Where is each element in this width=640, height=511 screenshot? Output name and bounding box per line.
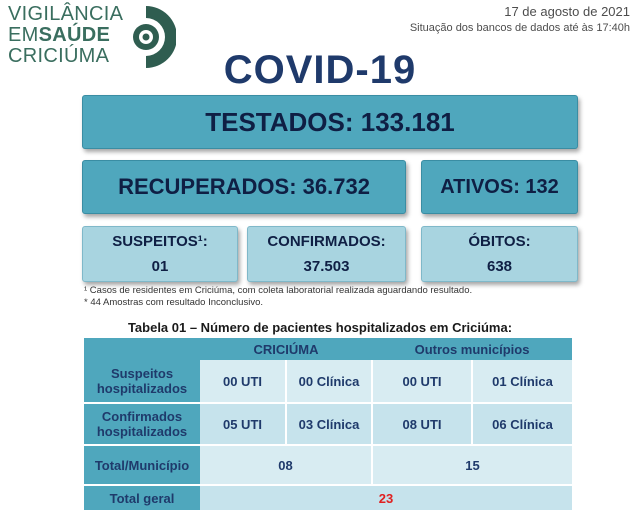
- row-label-suspeitos: Suspeitos hospitalizados: [84, 360, 200, 403]
- logo-line-2b: SAÚDE: [38, 24, 111, 46]
- table-row: [84, 445, 572, 485]
- report-date: [410, 4, 630, 34]
- testados-box: [82, 95, 578, 149]
- obitos-label: ÓBITOS:: [468, 233, 531, 250]
- footnotes: [84, 285, 472, 309]
- header-outros: Outros municípios: [372, 338, 572, 360]
- confirmados-box: [247, 226, 406, 282]
- cell-total-outros: 15: [372, 445, 572, 485]
- cell-suspeitos-outros-clinica: 01 Clínica: [472, 360, 572, 403]
- cell-total-criciuma: 08: [200, 445, 372, 485]
- row-label-total-geral: Total geral: [84, 485, 200, 510]
- header-criciuma: CRICIÚMA: [200, 338, 372, 360]
- recuperados-box: [82, 160, 406, 214]
- cell-suspeitos-outros-uti: 00 UTI: [372, 360, 472, 403]
- recuperados-text: RECUPERADOS: 36.732: [118, 174, 370, 199]
- ativos-text: ATIVOS: 132: [440, 175, 559, 198]
- table-row: [84, 360, 572, 403]
- suspeitos-box: [82, 226, 238, 282]
- table-row: [84, 485, 572, 510]
- obitos-box: [421, 226, 578, 282]
- cell-confirmados-criciuma-uti: 05 UTI: [200, 403, 286, 445]
- logo-line-1: VIGILÂNCIA: [8, 3, 124, 25]
- footnote-1: ¹ Casos de residentes em Criciúma, com coleta laboratorial realizada aguardando resultado.: [84, 285, 473, 296]
- testados-text: TESTADOS: 133.181: [205, 106, 455, 137]
- date-line: 17 de agosto de 2021: [504, 4, 630, 19]
- table-header-row: [84, 338, 572, 360]
- logo-line-3: CRICIÚMA: [8, 45, 110, 67]
- cell-suspeitos-criciuma-clinica: 00 Clínica: [286, 360, 372, 403]
- cell-total-geral: 23: [200, 485, 572, 510]
- hospitalizados-table: [84, 338, 572, 510]
- page-title: COVID-19: [223, 48, 417, 92]
- cell-suspeitos-criciuma-uti: 00 UTI: [200, 360, 286, 403]
- footnote-2: * 44 Amostras com resultado Inconclusivo.: [84, 297, 264, 308]
- cell-confirmados-outros-uti: 08 UTI: [372, 403, 472, 445]
- header-empty: [84, 338, 200, 360]
- database-status: Situação dos bancos de dados até às 17:40h: [409, 22, 630, 34]
- table-title: Tabela 01 – Número de pacientes hospitalizados em Criciúma:: [127, 320, 513, 335]
- suspeitos-value: 01: [151, 258, 169, 275]
- table-row: [84, 403, 572, 445]
- obitos-value: 638: [486, 258, 513, 275]
- cell-confirmados-outros-clinica: 06 Clínica: [472, 403, 572, 445]
- row-label-confirmados: Confirmados hospitalizados: [84, 403, 200, 445]
- logo-line-2a: EM: [8, 24, 39, 46]
- confirmados-label: CONFIRMADOS:: [267, 233, 386, 250]
- row-label-total-municipio: Total/Município: [84, 445, 200, 485]
- suspeitos-label: SUSPEITOS¹:: [112, 233, 208, 250]
- cell-confirmados-criciuma-clinica: 03 Clínica: [286, 403, 372, 445]
- ativos-box: [421, 160, 578, 214]
- confirmados-value: 37.503: [303, 258, 350, 275]
